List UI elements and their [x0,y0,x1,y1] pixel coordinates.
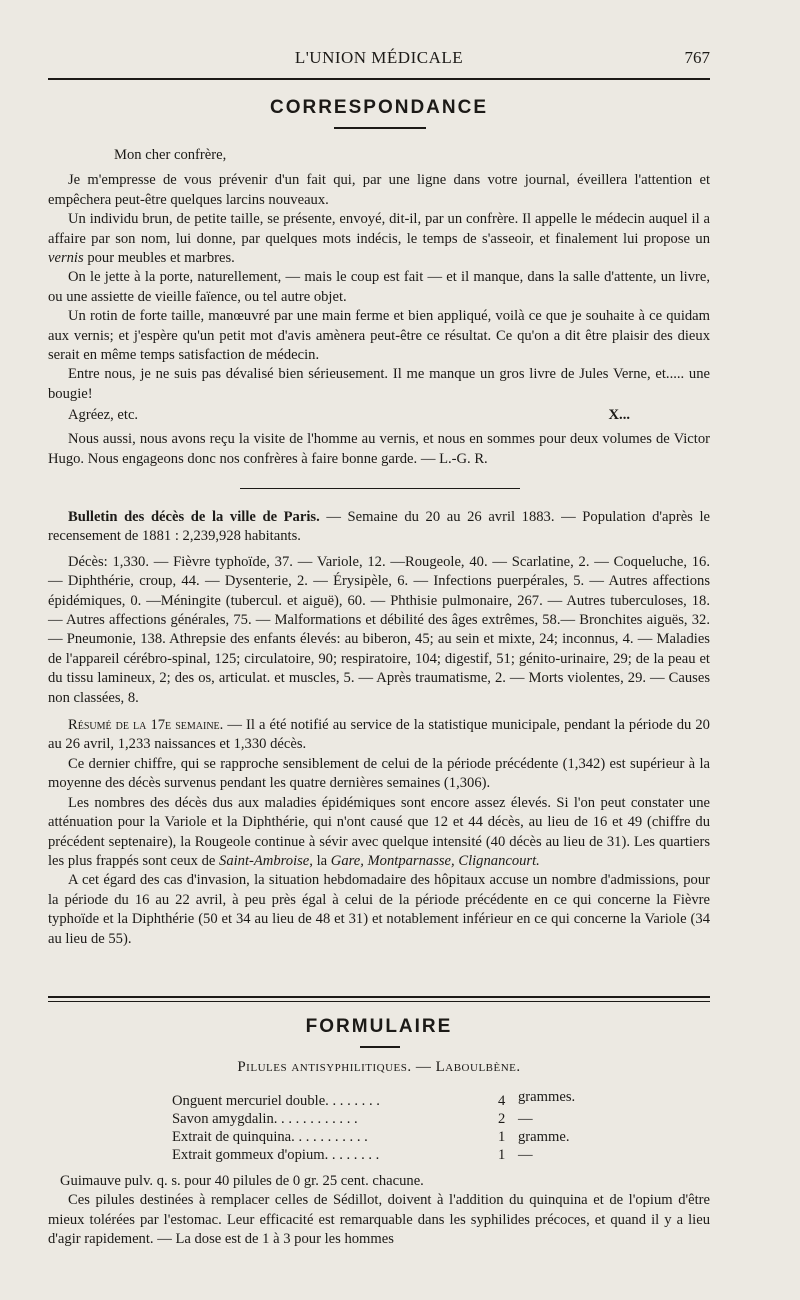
bulletin-deces-list: Décès: 1,330. — Fièvre typhoïde, 37. — Variole, 12. —Rougeole, 40. — Scarlatine, 2. — Coqueluche, 16. — Diphthérie, croup, 44. — Dysenterie, 2. — Érysipèle, 6. — Infections puerpérales, 5. — Autres affections épidémiques, 0. —Méningite (tubercul. et aiguë), 60. — Phthisie pulmonaire, 267. — Autres tuberculoses, 18. — Autres affections générales, 75. — Malformations et débilité des âges extrêmes, 58.— Bronchites aiguës, 32. — Pneumonie, 138. Athrepsie des enfants élevés: au biberon, 45; au sein et mixte, 24; inconnus, 4. — Maladies de l'appareil cérébro-spinal, 125; circulatoire, 90; respiratoire, 104; digestif, 51; génito-urinaire, 29; de la peau et du tissu lamineux, 2; des os, articulat. et muscles, 5. — Après traumatisme, 2. — Morts violentes, 29. — Causes non classées, 8. [48,553,710,706]
double-rule-bottom [48,1001,710,1002]
letter-paragraph: Je m'empresse de vous prévenir d'un fait qui, par une ligne dans votre journal, éveillera l'attention et empêchera peut-être quelques larcins nouveaux. [48,172,710,208]
closing: Agréez, etc. [68,407,139,424]
recipe-ingredients [172,1089,592,1164]
title-underline [334,127,426,129]
section-title-formulaire: FORMULAIRE [305,1016,453,1037]
vernis-term: vernis [48,250,84,267]
ingredient-name: Onguent mercuriel double. . . . . . . . [172,1093,380,1109]
ingredient-name: Extrait gommeux d'opium. . . . . . . . [172,1147,380,1163]
letter-paragraph: Entre nous, je ne suis pas dévalisé bien sérieusement. Il me manque un gros livre de Jules Verne, et..... une bougie! [48,366,710,402]
bulletin-paragraph: A cet égard des cas d'invasion, la situation hebdomadaire des hôpitaux accuse un nombre d'admissions, pour la période du 16 au 22 avril, à peu près égal à celui de la période précédente en ce qui concerne la Fièvre typhoïde et la Diphthérie (50 et 34 au lieu de 48 et 31) et notablement inférieur en ce qui concerne la Variole (34 au lieu de 55). [48,872,710,947]
double-rule-top [48,996,710,998]
resume-paragraph [48,716,710,755]
ingredient-qty: 4 [498,1093,506,1109]
quartier-names: Gare, Montparnasse, Clignancourt. [330,852,540,869]
salutation: Mon cher confrère, [114,147,227,163]
bulletin-title: Bulletin des décès de la ville de Paris. [68,509,320,525]
ingredient-qty: 1 [498,1147,506,1163]
ingredient-qty: 2 [498,1111,506,1127]
letter-paragraph [48,210,710,268]
resume-label: Résumé de la 17e semaine. [68,717,224,734]
formulaire-paragraph: Ces pilules destinées à remplacer celles de Sédillot, doivent à l'addition du quinquina et de l'opium d'être mieux tolérées par l'estomac. Leur efficacité est remarquable dans les syphilides précoces, et quand il y a lieu d'agir rapidement. — La dose est de 1 à 3 pour les hommes [48,1192,710,1248]
resume-text: — Il a été notifié au service de la statistique municipale, pendant la période du 20 au 26 avril, 1,233 naissances et 1,330 décès. [48,717,710,753]
ingredient-unit: — [518,1111,533,1127]
editor-note: Nous aussi, nous avons reçu la visite de l'homme au vernis, et nous en sommes pour deux volumes de Victor Hugo. Nous engageons donc nos confrères à faire bonne garde. — L.-G. R. [48,431,710,467]
title-underline [360,1046,400,1048]
formulaire-paragraph: Guimauve pulv. q. s. pour 40 pilules de 0 gr. 25 cent. chacune. [60,1173,424,1189]
ingredient-row [172,1089,592,1110]
bulletin-text: Les nombres des décès dus aux maladies épidémiques sont encore assez élevés. Si l'on peut constater une atténuation pour la Variole et la Diphthérie, qui n'ont causé que 12 et 44 décès, au lieu de 16 et 49 (chiffre du précédent septenaire), la Rougeole continue à sévir avec quelque intensité (40 décès au lieu de 31). Les quartiers les plus frappés sont ceux de [48,794,710,869]
section-title-correspondance: CORRESPONDANCE [269,97,489,118]
signature-line [48,404,710,426]
ingredient-qty: 1 [498,1129,506,1145]
running-title: L'UNION MÉDICALE [294,48,464,67]
recipe-title: Pilules antisyphilitiques. — Laboulbène. [237,1059,521,1075]
bulletin-paragraph: Ce dernier chiffre, qui se rapproche sensiblement de celui de la période précédente (1,342) est supérieur à la moyenne des décès survenus pendant les quatre dernières semaines (1,306). [48,755,710,792]
ingredient-unit: grammes. [518,1089,576,1105]
ingredient-row [172,1128,592,1146]
formulaire-text [48,1172,710,1250]
ingredient-unit: — [518,1147,533,1163]
letter-text: Un individu brun, de petite taille, se présente, envoyé, dit-il, par un confrère. Il appelle le médecin auquel il a affaire par son nom, lui donne, par quelques mots indécis, le temps de s'asseoir, et finalement lui propose un [48,211,710,247]
ingredient-name: Savon amygdalin. . . . . . . . . . . . [172,1111,358,1127]
bulletin-heading [48,508,710,547]
running-header [48,48,710,72]
letter-paragraph: Un rotin de forte taille, manœuvré par une main ferme et bien appliqué, voilà ce que je souhaite à ce quidam aux vernis; et j'espère qu'un petit mot d'avis amènera peut-être ce résultat. Ce qu'on a dit être plaisir des dieux serait en même temps satisfaction de médecin. [48,308,710,364]
ingredient-row [172,1110,592,1128]
bulletin-deces [48,508,710,949]
ingredient-unit: gramme. [518,1129,570,1145]
ingredient-row [172,1146,592,1164]
bulletin-intro: — Semaine du 20 au 26 avril 1883. — Population d'après le recensement de 1881 : 2,239,928 habitants. [48,509,710,545]
section-divider [240,488,520,489]
signature: X... [608,407,630,424]
bulletin-paragraph [48,794,710,872]
letter-text: pour meubles et marbres. [83,250,235,267]
ingredient-name: Extrait de quinquina. . . . . . . . . . . [172,1129,368,1145]
header-rule [48,78,710,80]
quartier-name: Saint-Ambroise, [219,852,313,869]
page-number: 767 [684,48,710,67]
bulletin-text: la [312,852,331,869]
correspondance-letter [48,146,710,469]
letter-paragraph: On le jette à la porte, naturellement, — mais le coup est fait — et il manque, dans la salle d'attente, un livre, ou une assiette de vieille faïence, ou tel autre objet. [48,269,710,305]
